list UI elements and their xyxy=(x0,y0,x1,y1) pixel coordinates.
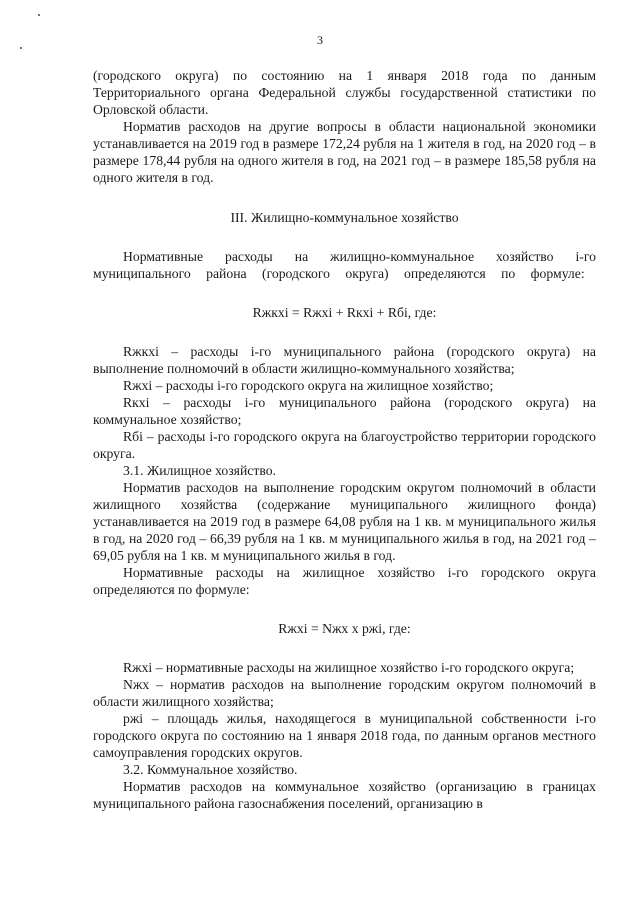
document-body xyxy=(93,67,596,812)
paragraph: Норматив расходов на другие вопросы в области национальной экономики устанавливается на 2019 год в размере 172,24 рубля на 1 жителя в год, на 2020 год – в размере 178,44 рубля на одного жителя в год, на 2021 год – в размере 185,58 рубля на одного жителя в год. xyxy=(93,119,596,185)
paragraph: Rжхi – расходы i-го городского округа на жилищное хозяйство; xyxy=(123,378,494,393)
formula: Rжхi = Nжх x pжi, где: xyxy=(278,621,411,636)
paragraph: Rжкхi – расходы i-го муниципального района (городского округа) на выполнение полномочий в области жилищно-коммунального хозяйства; xyxy=(93,344,596,376)
paragraph: Нормативные расходы на жилищное хозяйство i-го городского округа определяются по формуле: xyxy=(93,565,596,597)
page-number: 3 xyxy=(317,33,323,47)
paragraph: Нормативные расходы на жилищно-коммунальное хозяйство i-го муниципального района (городского округа) определяются по формуле: xyxy=(93,249,596,281)
subsection-heading: 3.1. Жилищное хозяйство. xyxy=(123,463,276,478)
paragraph: (городского округа) по состоянию на 1 января 2018 года по данным Территориального органа Федеральной службы государственной статистики по Орловской области. xyxy=(93,68,596,117)
paragraph: Rкхi – расходы i-го муниципального района (городского округа) на коммунальное хозяйство; xyxy=(93,395,596,427)
paragraph: Норматив расходов на коммунальное хозяйство (организацию в границах муниципального района газоснабжения поселений, организацию в xyxy=(93,779,596,811)
paragraph: Норматив расходов на выполнение городским округом полномочий в области жилищного хозяйства (содержание муниципального жилищного фонда) устанавливается на 2019 год в размере 64,08 рубля на 1 кв. м муниципального жилья в год, на 2020 год – 66,39 рубля на 1 кв. м муниципального жилья в год, на 2021 год – 69,05 рубля на 1 кв. м муниципального жилья в год. xyxy=(93,480,596,563)
paragraph: pжi – площадь жилья, находящегося в муниципальной собственности i-го городского округа по состоянию на 1 января 2018 года, по данным органов местного самоуправления городских округов. xyxy=(93,711,596,760)
subsection-heading: 3.2. Коммунальное хозяйство. xyxy=(123,762,298,777)
paragraph: Rжхi – нормативные расходы на жилищное хозяйство i-го городского округа; xyxy=(123,660,575,675)
formula: Rжкхi = Rжхi + Rкхi + Rбi, где: xyxy=(252,305,437,320)
paragraph: Rбi – расходы i-го городского округа на благоустройство территории городского округа. xyxy=(93,429,596,461)
section-heading: III. Жилищно-коммунальное хозяйство xyxy=(230,210,459,225)
scan-speck xyxy=(38,14,40,16)
paragraph: Nжх – норматив расходов на выполнение городским округом полномочий в области жилищного хозяйства; xyxy=(93,677,596,709)
